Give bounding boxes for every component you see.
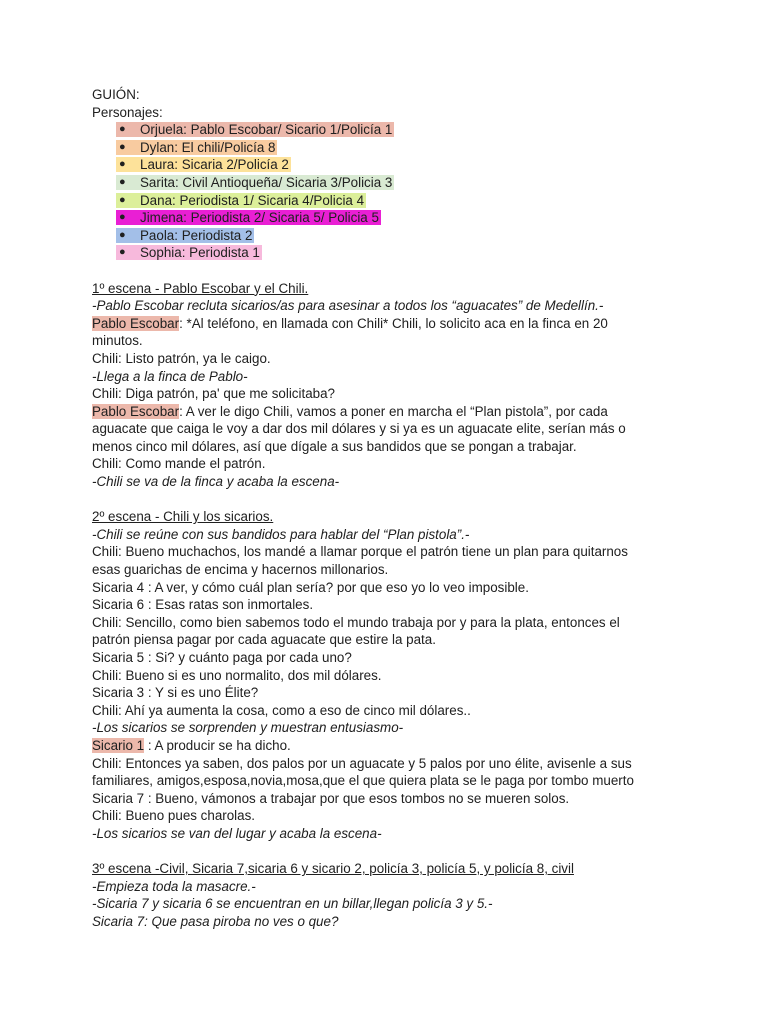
dialogue-line: Chili: Bueno muchachos, los mandé a llamar porque el patrón tiene un plan para quitarnos bbox=[92, 544, 628, 560]
dialogue-line: Chili: Bueno si es uno normalito, dos mil dólares. bbox=[92, 667, 382, 683]
dialogue-line: Chili: Listo patrón, ya le caigo. bbox=[92, 350, 271, 366]
bullet-icon: ● bbox=[119, 246, 126, 259]
stage-direction: -Pablo Escobar recluta sicarios/as para asesinar a todos los “aguacates” de Medellín.- bbox=[92, 298, 604, 314]
dialogue-continuation: patrón piensa pagar por cada aguacate que estire la pata. bbox=[92, 632, 436, 648]
character-item bbox=[92, 209, 692, 227]
character-item bbox=[92, 121, 692, 139]
dialogue-text: : A ver le digo Chili, vamos a poner en marcha el “Plan pistola”, por cada bbox=[179, 403, 608, 419]
characters-label: Personajes: bbox=[92, 104, 163, 120]
character-item bbox=[92, 174, 692, 192]
character-text: Dana: Periodista 1/ Sicaria 4/Policia 4 bbox=[116, 193, 366, 208]
character-item bbox=[92, 139, 692, 157]
character-item bbox=[92, 227, 692, 245]
character-item bbox=[92, 192, 692, 210]
dialogue-text: : *Al teléfono, en llamada con Chili* Chili, lo solicito aca en la finca en 20 bbox=[179, 315, 608, 331]
dialogue-line: Sicaria 5 : Si? y cuánto paga por cada uno? bbox=[92, 650, 352, 665]
dialogue-line: Chili: Diga patrón, pa' que me solicitaba? bbox=[92, 386, 335, 402]
dialogue-line: Sicaria 4 : A ver, y cómo cuál plan sería? por que eso yo lo veo imposible. bbox=[92, 579, 529, 595]
bullet-icon: ● bbox=[119, 193, 126, 206]
bullet-icon: ● bbox=[119, 175, 126, 188]
bullet-icon: ● bbox=[119, 228, 126, 241]
stage-direction: -Llega a la finca de Pablo- bbox=[92, 368, 248, 384]
speaker-name: Pablo Escobar bbox=[92, 403, 180, 419]
stage-direction: -Chili se reúne con sus bandidos para hablar del “Plan pistola”.- bbox=[92, 526, 470, 542]
character-text: Jimena: Periodista 2/ Sicaria 5/ Policia 5 bbox=[116, 210, 381, 225]
dialogue-line: Chili: Sencillo, como bien sabemos todo el mundo trabaja por y para la plata, entonces el bbox=[92, 614, 620, 630]
script-body bbox=[92, 86, 692, 931]
dialogue-line: Sicaria 6 : Esas ratas son inmortales. bbox=[92, 597, 314, 613]
dialogue-line bbox=[92, 315, 692, 333]
dialogue-line bbox=[92, 737, 692, 755]
bullet-icon: ● bbox=[119, 158, 126, 171]
character-item bbox=[92, 244, 692, 262]
speaker-name: Pablo Escobar bbox=[92, 315, 180, 331]
scene-heading: 3º escena -Civil, Sicaria 7,sicaria 6 y sicario 2, policía 3, policía 5, y policía 8, civil bbox=[92, 861, 574, 877]
dialogue-continuation: menos cinco mil dólares, así que dígale a sus bandidos que se pongan a trabajar. bbox=[92, 438, 577, 454]
character-text: Laura: Sicaria 2/Policía 2 bbox=[116, 157, 291, 172]
dialogue-continuation: aguacate que caiga le voy a dar dos mil dólares y si ya es un aguacate elite, serían más o bbox=[92, 421, 626, 437]
dialogue-line bbox=[92, 403, 692, 421]
dialogue-line: Sicaria 7: Que pasa piroba no ves o que? bbox=[92, 913, 339, 929]
stage-direction: -Chili se va de la finca y acaba la escena- bbox=[92, 474, 340, 490]
dialogue-continuation: familiares, amigos,esposa,novia,mosa,que el que quiera plata se le paga por tombo muerto bbox=[92, 773, 634, 789]
script-title: GUIÓN: bbox=[92, 87, 140, 102]
character-list bbox=[92, 121, 692, 262]
bullet-icon: ● bbox=[119, 123, 126, 136]
spacer bbox=[92, 491, 692, 509]
scene-heading: 2º escena - Chili y los sicarios. bbox=[92, 509, 274, 525]
stage-direction: -Sicaria 7 y sicaria 6 se encuentran en un billar,llegan policía 3 y 5.- bbox=[92, 896, 493, 912]
speaker-name: Sicario 1 bbox=[92, 737, 145, 753]
character-text: Orjuela: Pablo Escobar/ Sicario 1/Policía 1 bbox=[116, 122, 394, 137]
dialogue-continuation: esas guarichas de encima y hacernos millonarios. bbox=[92, 562, 389, 578]
spacer bbox=[92, 262, 692, 280]
stage-direction: -Los sicarios se van del lugar y acaba la escena- bbox=[92, 825, 382, 841]
dialogue-line: Chili: Entonces ya saben, dos palos por un aguacate y 5 palos por uno élite, avisenle a sus bbox=[92, 755, 632, 771]
bullet-icon: ● bbox=[119, 140, 126, 153]
stage-direction: -Empieza toda la masacre.- bbox=[92, 878, 256, 894]
spacer bbox=[92, 843, 692, 861]
bullet-icon: ● bbox=[119, 211, 126, 224]
dialogue-line: Chili: Como mande el patrón. bbox=[92, 456, 266, 472]
scene-heading: 1º escena - Pablo Escobar y el Chili. bbox=[92, 280, 309, 296]
dialogue-line: Chili: Bueno pues charolas. bbox=[92, 808, 256, 824]
dialogue-text: : A producir se ha dicho. bbox=[144, 737, 291, 753]
dialogue-line: Sicaria 3 : Y si es uno Élite? bbox=[92, 685, 259, 701]
character-text: Sarita: Civil Antioqueña/ Sicaria 3/Policia 3 bbox=[116, 175, 394, 190]
character-text: Dylan: El chili/Policía 8 bbox=[116, 140, 277, 155]
stage-direction: -Los sicarios se sorprenden y muestran entusiasmo- bbox=[92, 720, 404, 736]
dialogue-continuation: minutos. bbox=[92, 333, 143, 349]
dialogue-line: Chili: Ahí ya aumenta la cosa, como a eso de cinco mil dólares.. bbox=[92, 702, 471, 718]
character-item bbox=[92, 156, 692, 174]
dialogue-line: Sicaria 7 : Bueno, vámonos a trabajar por que esos tombos no se mueren solos. bbox=[92, 790, 570, 806]
character-text: Paola: Periodista 2 bbox=[116, 228, 254, 243]
character-text: Sophia: Periodista 1 bbox=[116, 245, 262, 260]
